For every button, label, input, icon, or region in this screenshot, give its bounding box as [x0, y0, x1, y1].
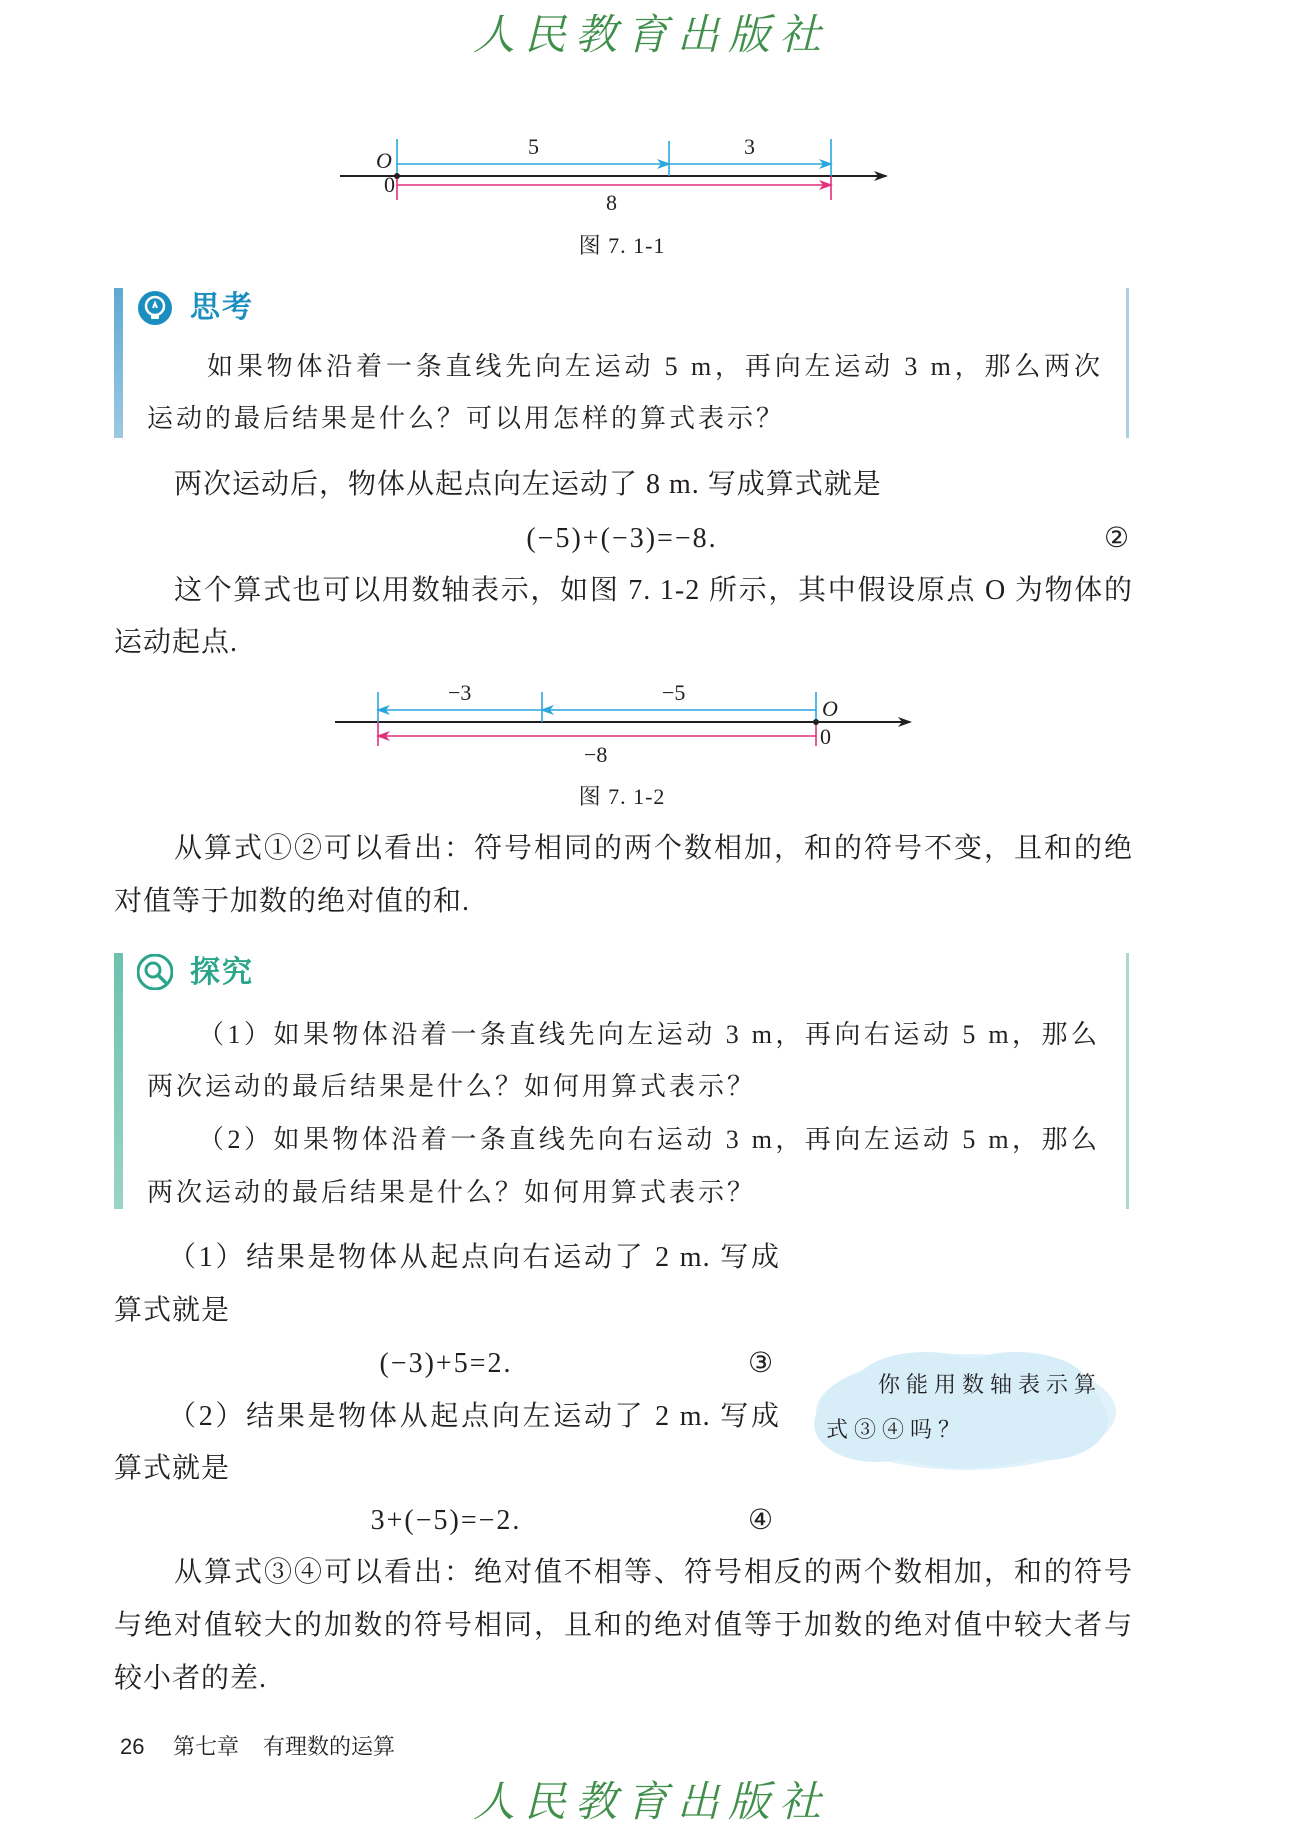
total-label: 8 — [606, 190, 617, 215]
explore-box-left-bar — [114, 953, 123, 1209]
think-box-right-bar — [1126, 288, 1129, 438]
seg2-label: 3 — [744, 134, 755, 159]
zero-label: 0 — [384, 172, 395, 197]
conclusion-line-2: 与绝对值较大的加数的符号相同，且和的绝对值等于加数的绝对值中较大者与 — [114, 1610, 1133, 1641]
seg2-label: −5 — [662, 680, 686, 705]
explore-line-3: （2）如果物体沿着一条直线先向右运动 3 m，再向左运动 5 m，那么 — [198, 1125, 1100, 1154]
origin-label: O — [822, 696, 838, 721]
paragraph-3-line-1: 从算式①②可以看出：符号相同的两个数相加，和的符号不变，且和的绝 — [174, 833, 1133, 864]
equation-2: (−5)+(−3)=−8. — [526, 523, 718, 554]
lightbulb-head-icon — [137, 290, 173, 326]
think-heading: 思考 — [190, 290, 254, 325]
think-line-1: 如果物体沿着一条直线先向左运动 5 m，再向左运动 3 m，那么两次 — [207, 352, 1103, 381]
explore-heading: 探究 — [190, 955, 254, 990]
seg1-label: −3 — [448, 680, 472, 705]
page-number: 26 — [120, 1734, 145, 1759]
origin-label: O — [376, 148, 392, 173]
equation-2-tag: ② — [1104, 523, 1130, 554]
equation-3: (−3)+5=2. — [379, 1348, 513, 1379]
seg1-label: 5 — [528, 134, 539, 159]
answer-2-line-1: （2）结果是物体从起点向左运动了 2 m. 写成 — [168, 1401, 780, 1432]
bubble-line-1: 你能用数轴表示算 — [878, 1372, 1103, 1397]
magnifier-icon — [137, 954, 173, 990]
think-box-left-bar — [114, 288, 123, 438]
figure-caption-2: 图 7. 1-2 — [578, 784, 666, 809]
think-line-2: 运动的最后结果是什么？可以用怎样的算式表示？ — [147, 404, 786, 433]
paragraph-1: 两次运动后，物体从起点向左运动了 8 m. 写成算式就是 — [174, 469, 882, 500]
figure-7-1-2-number-line — [320, 680, 920, 770]
explore-line-4: 两次运动的最后结果是什么？如何用算式表示？ — [147, 1178, 757, 1207]
answer-2-line-2: 算式就是 — [114, 1453, 231, 1484]
paragraph-2-line-1: 这个算式也可以用数轴表示，如图 7. 1-2 所示，其中假设原点 O 为物体的 — [174, 575, 1133, 606]
explore-box-right-bar — [1126, 953, 1129, 1209]
figure-7-1-1-number-line — [340, 130, 900, 220]
thought-bubble — [806, 1342, 1116, 1476]
total-label: −8 — [584, 742, 608, 767]
zero-label: 0 — [820, 724, 831, 749]
publisher-logo-top: 人民教育出版社 — [472, 10, 830, 59]
equation-4: 3+(−5)=−2. — [370, 1505, 522, 1536]
equation-4-tag: ④ — [748, 1505, 774, 1536]
bubble-line-2: 式③④吗？ — [826, 1417, 967, 1442]
paragraph-3-line-2: 对值等于加数的绝对值的和. — [114, 886, 471, 917]
publisher-logo-bottom: 人民教育出版社 — [472, 1777, 830, 1826]
chapter-label: 第七章 — [173, 1734, 240, 1759]
equation-3-tag: ③ — [748, 1348, 774, 1379]
answer-1-line-1: （1）结果是物体从起点向右运动了 2 m. 写成 — [168, 1242, 780, 1273]
conclusion-line-3: 较小者的差. — [114, 1663, 268, 1694]
paragraph-2-line-2: 运动起点. — [114, 627, 239, 658]
figure-caption-1: 图 7. 1-1 — [578, 233, 666, 258]
explore-line-1: （1）如果物体沿着一条直线先向左运动 3 m，再向右运动 5 m，那么 — [198, 1020, 1100, 1049]
answer-1-line-2: 算式就是 — [114, 1295, 231, 1326]
origin-point — [813, 719, 819, 725]
explore-line-2: 两次运动的最后结果是什么？如何用算式表示？ — [147, 1072, 757, 1101]
conclusion-line-1: 从算式③④可以看出：绝对值不相等、符号相反的两个数相加，和的符号 — [174, 1557, 1133, 1588]
section-label: 有理数的运算 — [263, 1734, 396, 1759]
